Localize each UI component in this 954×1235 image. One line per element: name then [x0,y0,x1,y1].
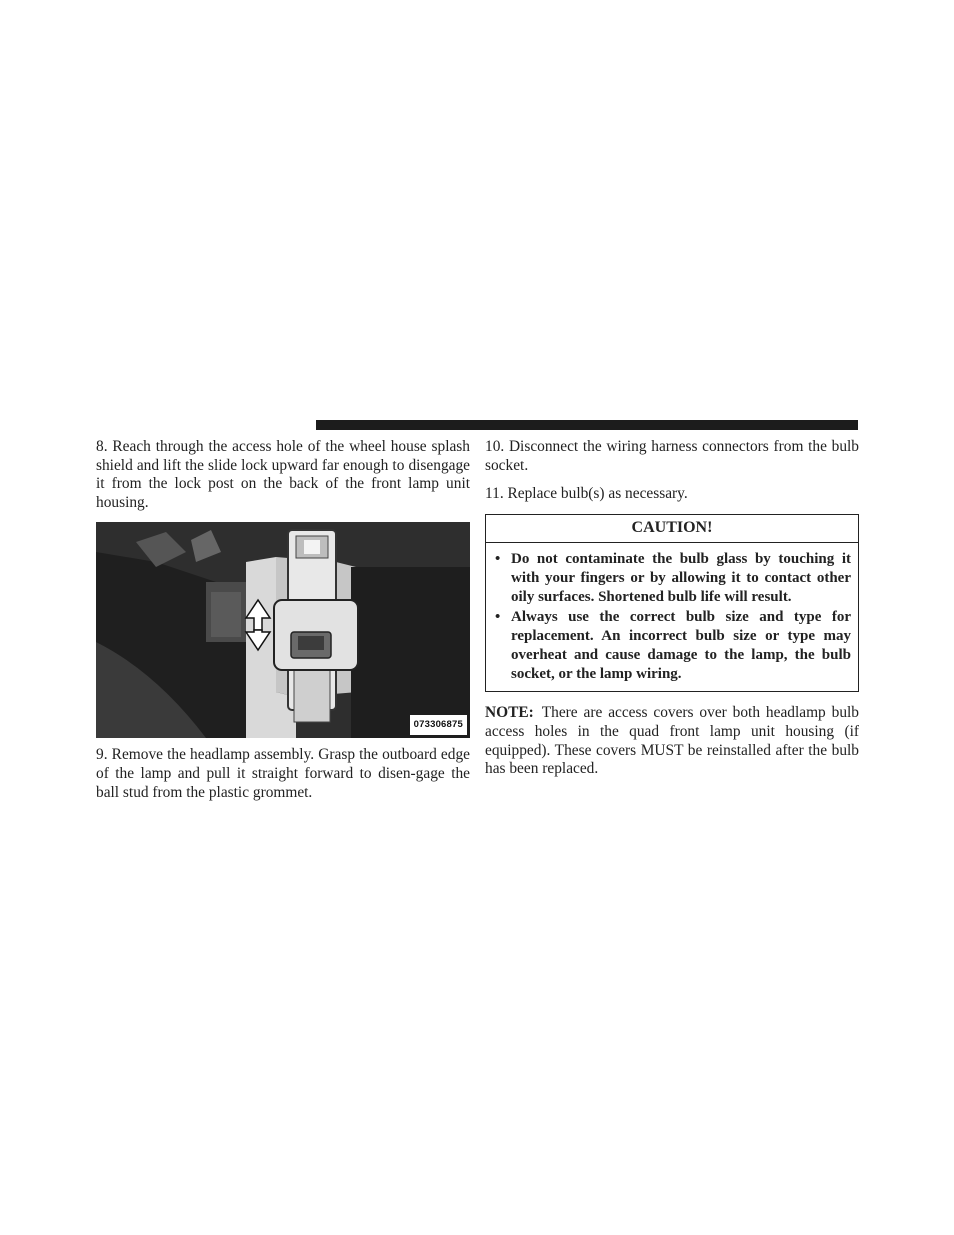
caution-title: CAUTION! [486,515,858,544]
slide-lock-illustration [96,522,470,738]
caution-item [493,608,851,684]
step-9-text: 9. Remove the headlamp assembly. Grasp the outboard edge of the lamp and pull it straight forward to disen-gage the ball stud from the plastic grommet. [96,746,470,801]
bullet-icon: • [495,551,501,568]
caution-box [485,514,859,693]
left-column [96,438,470,812]
note-paragraph [485,704,859,778]
caution-list [486,543,858,691]
caution-item-text: Always use the correct bulb size and type for replacement. An incorrect bulb size or type may overheat and cause damage to the lamp, the bulb socket, or the lamp wiring. [511,609,851,683]
slide-lock-drawing [96,522,470,738]
step-8-text: 8. Reach through the access hole of the wheel house splash shield and lift the slide lock upward far enough to disengage it from the lock post on the back of the front lamp unit housing. [96,438,470,511]
figure-code: 073306875 [410,715,467,736]
section-header-bar [316,420,858,430]
note-label: NOTE: [485,704,534,722]
right-column [485,438,859,789]
caution-item-text: Do not contaminate the bulb glass by touching it with your fingers or by allowing it to contact other oily surfaces. Shortened bulb life will result. [511,551,851,606]
note-text: There are access covers over both headlamp bulb access holes in the quad front lamp unit housing (if equipped). These covers MUST be reinstalled after the bulb has been replaced. [485,704,859,778]
step-11-text: 11. Replace bulb(s) as necessary. [485,485,688,503]
step-10-text: 10. Disconnect the wiring harness connectors from the bulb socket. [485,438,859,474]
bullet-icon: • [495,609,501,626]
caution-item [493,550,851,607]
